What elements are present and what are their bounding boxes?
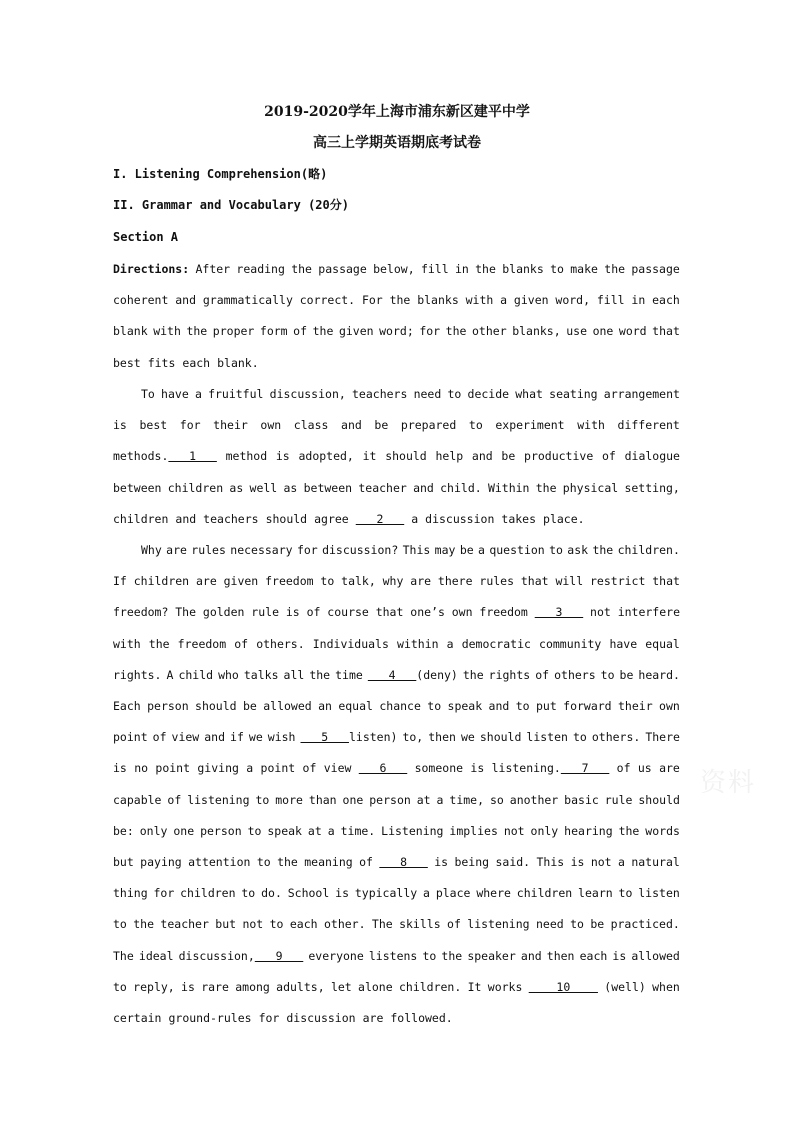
- exam-title-line-2: 高三上学期英语期底考试卷: [313, 135, 481, 151]
- paragraph-2-line: is no point giving a point of view 6 someone is listening. 7 of us are: [113, 761, 680, 776]
- paragraph-2-line: rights. A child who talks all the time 4 (deny) the rights of others to be heard.: [113, 667, 680, 682]
- answer-blank[interactable]: 7: [560, 761, 610, 776]
- section-listening-heading: I. Listening Comprehension(略): [113, 167, 328, 181]
- paragraph-2-line: with the freedom of others. Individuals within a democratic community have equal: [113, 636, 680, 651]
- answer-blank[interactable]: 3: [534, 605, 584, 620]
- answer-blank[interactable]: 10: [528, 979, 598, 994]
- exam-title-line-1: 2019-2020学年上海市浦东新区建平中学: [264, 104, 530, 120]
- paragraph-1-line: is best for their own class and be prepared to experiment with different: [113, 418, 680, 433]
- answer-blank[interactable]: 9: [254, 948, 304, 963]
- paragraph-2-line: to reply, is rare among adults, let alone children. It works 10 (well) when: [113, 979, 680, 994]
- answer-blank[interactable]: 5: [300, 730, 349, 745]
- directions-line: coherent and grammatically correct. For the blanks with a given word, fill in each: [113, 293, 680, 308]
- paragraph-2-line: capable of listening to more than one person at a time, so another basic rule should: [113, 792, 680, 807]
- answer-blank[interactable]: 8: [379, 855, 428, 869]
- answer-blank[interactable]: 1: [168, 449, 217, 464]
- directions-line: best fits each blank.: [113, 355, 259, 370]
- paragraph-2-line: to the teacher but not to each other. The skills of listening need to be practiced.: [113, 917, 680, 932]
- paragraph-1-line: children and teachers should agree 2 a discussion takes place.: [113, 511, 585, 526]
- paragraph-2-line: but paying attention to the meaning of 8 is being said. This is not a natural: [113, 855, 680, 869]
- paragraph-2-line: point of view and if we wish 5 listen) to, then we should listen to others. There: [113, 730, 680, 745]
- paragraph-2-line: certain ground-rules for discussion are followed.: [113, 1011, 453, 1025]
- answer-blank[interactable]: 4: [367, 667, 417, 682]
- paragraph-2-line: freedom? The golden rule is of course that one’s own freedom 3 not interfere: [113, 605, 680, 620]
- directions-label: Directions:: [113, 262, 190, 276]
- directions-line: blank with the proper form of the given word; for the other blanks, use one word that: [113, 324, 680, 339]
- paragraph-1-line: To have a fruitful discussion, teachers need to decide what seating arrangement: [141, 387, 680, 401]
- paragraph-1-line: between children as well as between teacher and child. Within the physical setting,: [113, 480, 680, 495]
- directions-line: Directions: After reading the passage below, fill in the blanks to make the passage: [113, 262, 680, 276]
- section-a-heading: Section A: [113, 230, 179, 244]
- answer-blank[interactable]: 2: [355, 511, 405, 526]
- watermark: 资料: [700, 768, 757, 798]
- paragraph-2-line: be: only one person to speak at a time. Listening implies not only hearing the words: [113, 823, 680, 838]
- paragraph-2-line: thing for children to do. School is typically a place where children learn to listen: [113, 886, 680, 901]
- paragraph-2-line: If children are given freedom to talk, why are there rules that will restrict that: [113, 574, 680, 589]
- paragraph-2-line: The ideal discussion, 9 everyone listens to the speaker and then each is allowed: [113, 948, 680, 963]
- paragraph-1-line: methods. 1 method is adopted, it should help and be productive of dialogue: [113, 449, 680, 464]
- answer-blank[interactable]: 6: [358, 761, 408, 776]
- paragraph-2-line: Each person should be allowed an equal chance to speak and to put forward their own: [113, 699, 680, 713]
- section-grammar-heading: II. Grammar and Vocabulary (20分): [113, 198, 349, 212]
- paragraph-2-line: Why are rules necessary for discussion? This may be a question to ask the children.: [141, 543, 680, 557]
